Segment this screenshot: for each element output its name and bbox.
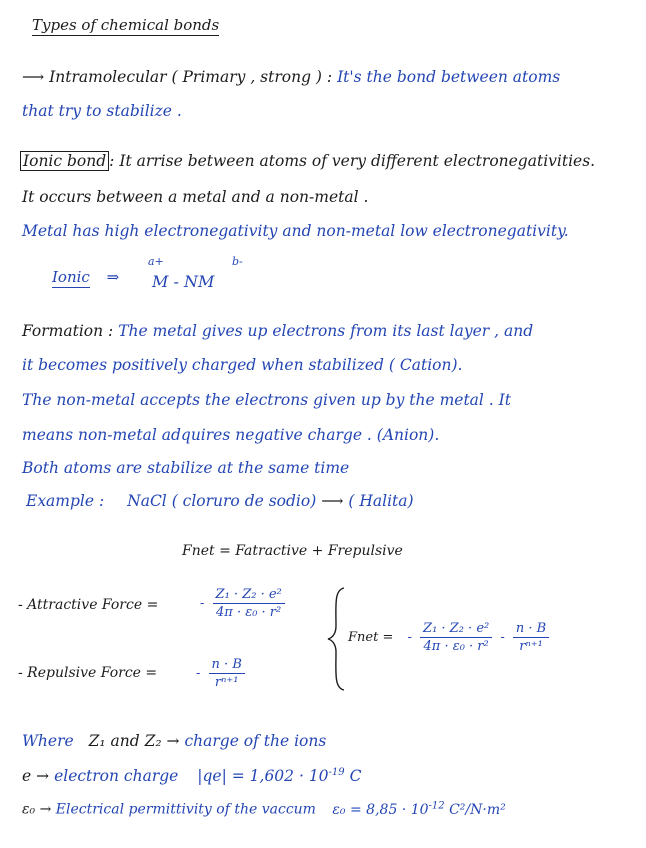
ionic-desc-1: It arrise between atoms of very different electronegativities. bbox=[119, 152, 596, 170]
attractive-denominator: 4π · ε₀ · r² bbox=[216, 605, 282, 620]
formation-text-5: Both atoms are stabilize at the same time bbox=[22, 459, 350, 477]
permittivity-mantissa: ε₀ = 8,85 · 10 bbox=[332, 801, 429, 818]
formation-text-2: it becomes positively charged when stabilized ( Cation). bbox=[22, 356, 463, 374]
attractive-sign: - bbox=[200, 596, 205, 611]
attractive-formula bbox=[200, 588, 289, 619]
permittivity-text: Electrical permittivity of the vaccum bbox=[55, 801, 316, 818]
repulsive-denominator: rⁿ⁺¹ bbox=[214, 675, 239, 690]
example-text: NaCl ( cloruro de sodio) bbox=[127, 492, 317, 510]
example-result: ( Halita) bbox=[348, 492, 414, 510]
repulsive-fraction bbox=[209, 658, 245, 689]
repulsive-numerator: n · B bbox=[209, 658, 245, 674]
ionic-desc-3: Metal has high electronegativity and non-metal low electronegativity. bbox=[22, 222, 569, 240]
formation-label: Formation : bbox=[22, 322, 114, 340]
fnet-fraction-1 bbox=[420, 622, 492, 653]
ionic-desc-2: It occurs between a metal and a non-metal . bbox=[22, 188, 369, 206]
repulsive-label: - Repulsive Force = bbox=[18, 665, 158, 681]
arrow-icon: ⟶ bbox=[22, 68, 45, 86]
fnet-sign-2: - bbox=[500, 630, 505, 645]
where-label: Where bbox=[22, 732, 74, 750]
page-title: Types of chemical bonds bbox=[32, 16, 220, 34]
permittivity-symbol: ε₀ bbox=[22, 801, 36, 818]
where-text-1: charge of the ions bbox=[184, 732, 327, 750]
intro-definition: It's the bond between atoms bbox=[337, 68, 561, 86]
fnet-fraction-2 bbox=[513, 622, 549, 653]
formation-text-4: means non-metal adquires negative charge . (Anion). bbox=[22, 426, 440, 444]
permittivity-exponent: -12 bbox=[428, 800, 445, 811]
attractive-label: - Attractive Force = bbox=[18, 597, 159, 613]
intro-definition-cont: that try to stabilize . bbox=[22, 102, 182, 120]
where-arrow-icon-2: → bbox=[36, 767, 50, 786]
where-line-2 bbox=[22, 768, 361, 785]
brace-icon bbox=[326, 586, 348, 692]
fnet-sign-1: - bbox=[407, 630, 412, 645]
where-line-1 bbox=[22, 734, 326, 750]
fnet-denominator-2: rⁿ⁺¹ bbox=[519, 639, 543, 654]
formation-line-1 bbox=[22, 324, 533, 340]
charge-metal: a+ bbox=[148, 255, 164, 268]
repulsive-formula bbox=[196, 658, 249, 689]
where-arrow-icon-3: → bbox=[39, 801, 52, 818]
where-arrow-icon-1: → bbox=[166, 732, 180, 750]
intro-heading: Intramolecular ( Primary , strong ) : bbox=[49, 68, 333, 86]
formation-text-3: The non-metal accepts the electrons given up by the metal . It bbox=[22, 391, 512, 409]
electron-charge-mantissa: |qe| = 1,602 · 10 bbox=[197, 767, 329, 786]
fnet-equation: Fnet = Fatractive + Frepulsive bbox=[182, 543, 403, 559]
electron-charge-unit: C bbox=[349, 767, 362, 786]
ionic-formula bbox=[52, 270, 131, 285]
formula-metal bbox=[152, 274, 214, 290]
attractive-fraction bbox=[213, 588, 285, 619]
fnet-denominator-1: 4π · ε₀ · r² bbox=[423, 639, 489, 654]
fnet-numerator-1: Z₁ · Z₂ · e² bbox=[420, 622, 492, 638]
permittivity-unit: C²/N·m² bbox=[449, 801, 506, 818]
electron-symbol: e bbox=[22, 767, 32, 786]
example-label: Example : bbox=[26, 492, 105, 510]
where-vars: Z₁ and Z₂ bbox=[88, 732, 162, 750]
repulsive-sign: - bbox=[196, 666, 201, 681]
fnet-result bbox=[348, 622, 553, 653]
permittivity-value bbox=[332, 802, 505, 818]
fnet-numerator-2: n · B bbox=[513, 622, 549, 638]
example-line bbox=[26, 494, 414, 510]
ionic-colon: : bbox=[109, 152, 115, 170]
implies-icon: ⇒ bbox=[106, 268, 120, 286]
charge-nonmetal: b- bbox=[232, 255, 243, 268]
ionic-formula-label: Ionic bbox=[52, 268, 90, 286]
attractive-numerator: Z₁ · Z₂ · e² bbox=[213, 588, 285, 604]
intro-line bbox=[22, 70, 560, 86]
fnet-result-label: Fnet = bbox=[348, 630, 394, 645]
ionic-line-1 bbox=[20, 154, 595, 170]
electron-charge-text: electron charge bbox=[54, 767, 179, 786]
formation-text-1: The metal gives up electrons from its last layer , and bbox=[118, 322, 534, 340]
ionic-bond-label: Ionic bond bbox=[20, 151, 109, 171]
formula-nm: - NM bbox=[173, 272, 215, 291]
electron-charge-exponent: -19 bbox=[328, 767, 345, 778]
formula-m: M bbox=[152, 272, 169, 291]
example-arrow-icon: ⟶ bbox=[321, 492, 344, 510]
where-line-3 bbox=[22, 801, 506, 817]
electron-charge-value bbox=[197, 767, 361, 785]
